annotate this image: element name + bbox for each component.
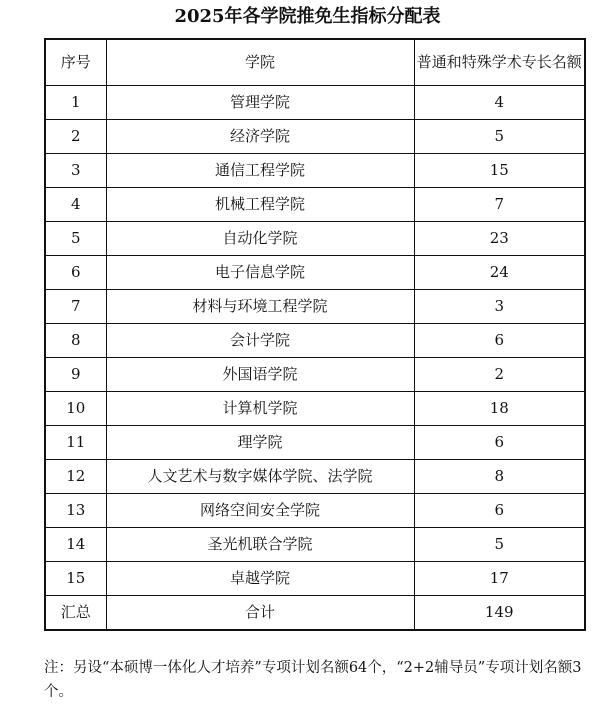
total-quota: 149 bbox=[414, 596, 585, 631]
cell-quota: 6 bbox=[414, 426, 585, 460]
cell-quota: 4 bbox=[414, 86, 585, 120]
cell-college: 管理学院 bbox=[106, 86, 414, 120]
table-body bbox=[45, 86, 585, 596]
cell-no: 10 bbox=[45, 392, 106, 426]
cell-quota: 2 bbox=[414, 358, 585, 392]
cell-quota: 5 bbox=[414, 528, 585, 562]
cell-college: 经济学院 bbox=[106, 120, 414, 154]
table-total-row bbox=[45, 596, 585, 631]
cell-no: 9 bbox=[45, 358, 106, 392]
cell-no: 12 bbox=[45, 460, 106, 494]
table-row bbox=[45, 154, 585, 188]
cell-college: 理学院 bbox=[106, 426, 414, 460]
cell-quota: 6 bbox=[414, 324, 585, 358]
table-header-row bbox=[45, 39, 585, 86]
cell-quota: 23 bbox=[414, 222, 585, 256]
footnote: 注：另设“本硕博一体化人才培养”专项计划名额64个，“2+2辅导员”专项计划名额3个。 bbox=[44, 660, 582, 700]
cell-no: 5 bbox=[45, 222, 106, 256]
cell-no: 8 bbox=[45, 324, 106, 358]
page-title: 2025年各学院推免生指标分配表 bbox=[174, 6, 441, 27]
cell-no: 14 bbox=[45, 528, 106, 562]
table-row bbox=[45, 494, 585, 528]
table-row bbox=[45, 392, 585, 426]
cell-college: 电子信息学院 bbox=[106, 256, 414, 290]
table-row bbox=[45, 256, 585, 290]
table-row bbox=[45, 358, 585, 392]
cell-quota: 17 bbox=[414, 562, 585, 596]
cell-no: 3 bbox=[45, 154, 106, 188]
header-quota: 普通和特殊学术专长名额 bbox=[414, 39, 585, 86]
cell-college: 网络空间安全学院 bbox=[106, 494, 414, 528]
cell-college: 卓越学院 bbox=[106, 562, 414, 596]
total-label: 汇总 bbox=[45, 596, 106, 631]
cell-no: 1 bbox=[45, 86, 106, 120]
cell-no: 13 bbox=[45, 494, 106, 528]
cell-college: 通信工程学院 bbox=[106, 154, 414, 188]
cell-no: 11 bbox=[45, 426, 106, 460]
cell-no: 7 bbox=[45, 290, 106, 324]
cell-college: 会计学院 bbox=[106, 324, 414, 358]
cell-no: 6 bbox=[45, 256, 106, 290]
table-row bbox=[45, 324, 585, 358]
cell-college: 人文艺术与数字媒体学院、法学院 bbox=[106, 460, 414, 494]
cell-quota: 18 bbox=[414, 392, 585, 426]
cell-college: 圣光机联合学院 bbox=[106, 528, 414, 562]
cell-quota: 5 bbox=[414, 120, 585, 154]
table-row bbox=[45, 562, 585, 596]
cell-quota: 3 bbox=[414, 290, 585, 324]
header-no: 序号 bbox=[45, 39, 106, 86]
cell-quota: 6 bbox=[414, 494, 585, 528]
table-row bbox=[45, 120, 585, 154]
table-row bbox=[45, 290, 585, 324]
cell-quota: 15 bbox=[414, 154, 585, 188]
header-college: 学院 bbox=[106, 39, 414, 86]
cell-college: 计算机学院 bbox=[106, 392, 414, 426]
quota-table bbox=[44, 38, 586, 631]
cell-college: 材料与环境工程学院 bbox=[106, 290, 414, 324]
cell-no: 15 bbox=[45, 562, 106, 596]
table-row bbox=[45, 528, 585, 562]
table-row bbox=[45, 460, 585, 494]
table-row bbox=[45, 426, 585, 460]
cell-quota: 24 bbox=[414, 256, 585, 290]
table-row bbox=[45, 188, 585, 222]
table-row bbox=[45, 86, 585, 120]
cell-quota: 7 bbox=[414, 188, 585, 222]
table-row bbox=[45, 222, 585, 256]
cell-college: 外国语学院 bbox=[106, 358, 414, 392]
cell-no: 4 bbox=[45, 188, 106, 222]
cell-college: 自动化学院 bbox=[106, 222, 414, 256]
cell-no: 2 bbox=[45, 120, 106, 154]
total-college: 合计 bbox=[106, 596, 414, 631]
cell-quota: 8 bbox=[414, 460, 585, 494]
cell-college: 机械工程学院 bbox=[106, 188, 414, 222]
